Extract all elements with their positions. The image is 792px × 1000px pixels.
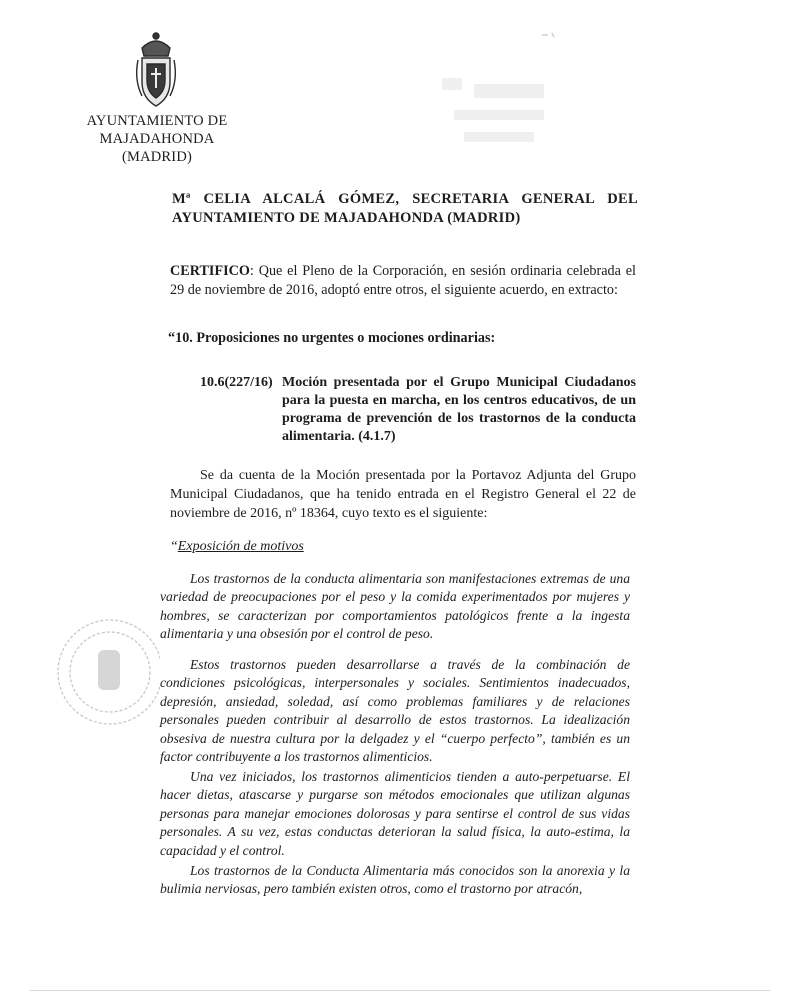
org-line-2: MAJADAHONDA bbox=[99, 131, 215, 147]
faint-watermark-logo bbox=[434, 70, 564, 160]
certifier-headline: Mª CELIA ALCALÁ GÓMEZ, SECRETARIA GENERAL DEL AYUNTAMIENTO DE MAJADAHONDA (MADRID) bbox=[172, 191, 638, 226]
certifico-paragraph bbox=[170, 262, 636, 300]
seal-stamp-icon bbox=[40, 600, 160, 750]
body-paragraph: Los trastornos de la Conducta Alimentaria más conocidos son la anorexia y la bulimia nerviosas, pero también existen otros, como el trastorno por atracón, bbox=[160, 863, 630, 897]
exposicion-heading-text: Exposición de motivos bbox=[177, 539, 304, 554]
exposicion-quote: “ bbox=[170, 539, 178, 554]
motion-title: Moción presentada por el Grupo Municipal Ciudadanos para la puesta en marcha, en los centros educativos, de un programa de prevención de los trastornos de la conducta alimentaria. (4.1.7) bbox=[282, 375, 636, 444]
coat-of-arms-icon bbox=[132, 30, 180, 110]
body-paragraph: Estos trastornos pueden desarrollarse a través de la combinación de condiciones psicológicas, interpersonales y sociales. Sentimientos inadecuados, depresión, ansiedad, soledad, así como problemas familiares y de relaciones personales pueden contribuir al desarrollo de estos trastornos. La idealización obsesiva de nuestra cultura por la delgadez y el “cuerpo perfecto”, también es un factor contribuyente a los trastornos alimenticios. bbox=[160, 657, 630, 765]
org-line-3: (MADRID) bbox=[121, 149, 193, 165]
faint-scan-mark bbox=[540, 30, 570, 40]
organization-name bbox=[82, 112, 232, 166]
certifico-label: CERTIFICO bbox=[170, 263, 250, 279]
intro-paragraph: Se da cuenta de la Moción presentada por la Portavoz Adjunta del Grupo Municipal Ciudadanos, que ha tenido entrada en el Registro General el 22 de noviembre de 2016, nº 18364, cuyo texto es el siguiente: bbox=[170, 468, 636, 521]
certifico-text: : Que el Pleno de la Corporación, en sesión ordinaria celebrada el 29 de noviembre de 2016, adoptó entre otros, el siguiente acuerdo, en extracto: bbox=[170, 263, 636, 298]
body-paragraph: Los trastornos de la conducta alimentaria son manifestaciones extremas de una variedad de preocupaciones por el peso y la comida experimentados por mujeres y hombres, se caracterizan por comportamientos patológicos frente a la ingesta alimentaria y una obsesión por el control de peso. bbox=[160, 571, 630, 642]
page-bottom-edge bbox=[30, 990, 770, 991]
motion-number: 10.6(227/16) bbox=[200, 375, 273, 390]
section-title: “10. Proposiciones no urgentes o mociones ordinarias: bbox=[168, 330, 496, 346]
exposicion-heading bbox=[170, 537, 470, 556]
body-paragraph: Una vez iniciados, los trastornos alimenticios tienden a auto-perpetuarse. El hacer dietas, atascarse y purgarse son métodos emocionales que utilizan algunas personas para manejar emociones dolorosas y para sentirse el control de sus vidas personales. A su vez, estas conductas deterioran la salud física, la auto-estima, la capacidad y el control. bbox=[160, 769, 630, 858]
org-line-1: AYUNTAMIENTO DE bbox=[86, 113, 228, 129]
